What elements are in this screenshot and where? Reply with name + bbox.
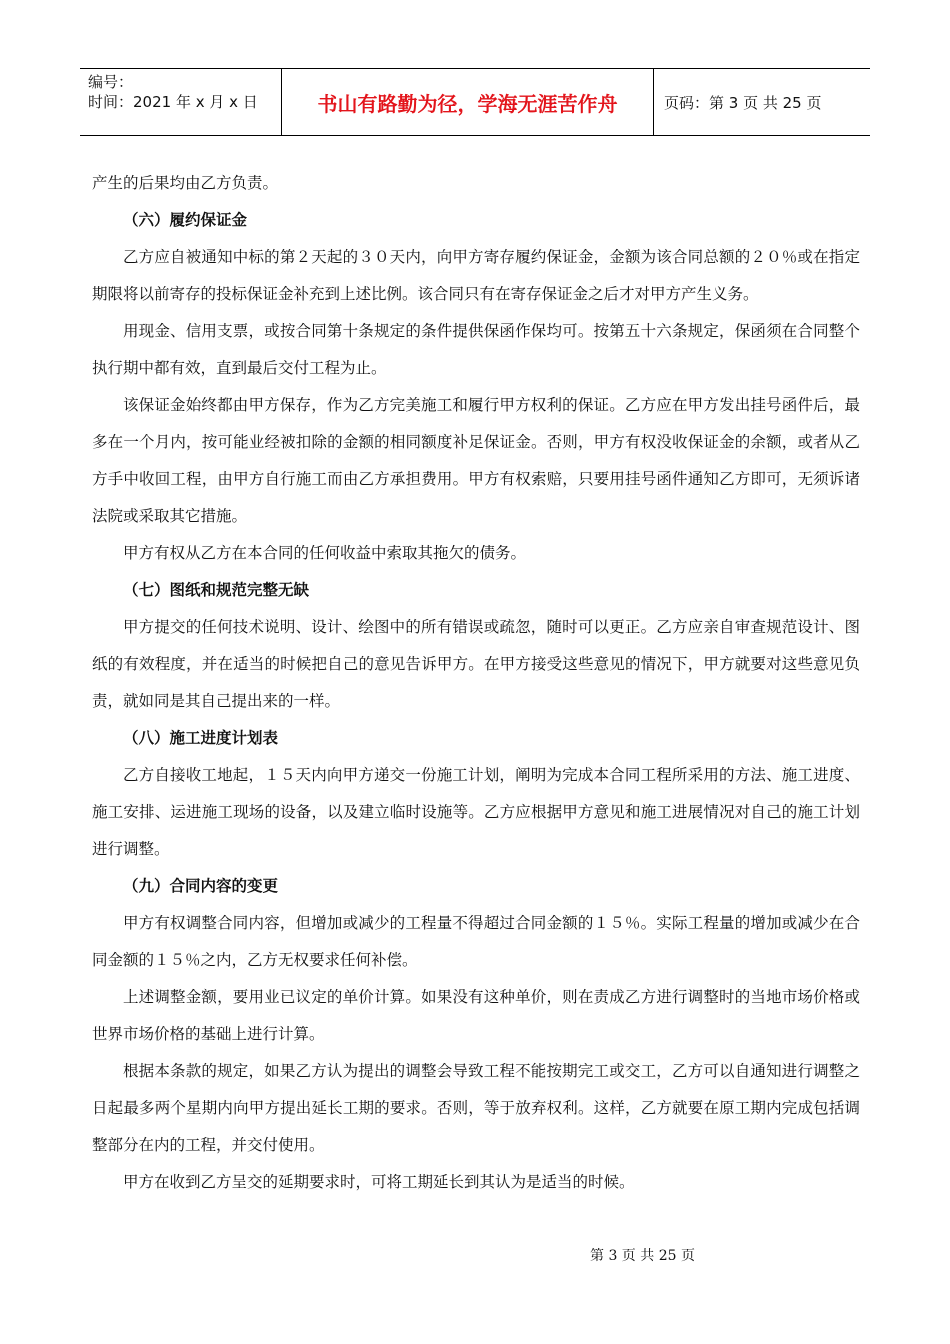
document-header — [80, 68, 870, 136]
paragraph: 甲方有权从乙方在本合同的任何收益中索取其拖欠的债务。 — [123, 544, 527, 562]
paragraph: 甲方提交的任何技术说明、设计、绘图中的所有错误或疏忽，随时可以更正。乙方应亲自审查规范设计、图纸的有效程度，并在适当的时候把自己的意见告诉甲方。在甲方接受这些意见的情况下，甲方就要对这些意见负责，就如同是其自己提出来的一样。 — [92, 618, 860, 710]
paragraph: 该保证金始终都由甲方保存，作为乙方完美施工和履行甲方权利的保证。乙方应在甲方发出挂号函件后，最多在一个月内，按可能业经被扣除的金额的相同额度补足保证金。否则，甲方有权没收保证金的余额，或者从乙方手中收回工程，由甲方自行施工而由乙方承担费用。甲方有权索赔，只要用挂号函件通知乙方即可，无须诉诸法院或采取其它措施。 — [92, 396, 860, 525]
paragraph: 根据本条款的规定，如果乙方认为提出的调整会导致工程不能按期完工或交工，乙方可以自通知进行调整之日起最多两个星期内向甲方提出延长工期的要求。否则，等于放弃权利。这样，乙方就要在原工期内完成包括调整部分在内的工程，并交付使用。 — [92, 1062, 860, 1154]
section-heading: （九）合同内容的变更 — [123, 877, 279, 895]
paragraph: 用现金、信用支票，或按合同第十条规定的条件提供保函作保均可。按第五十六条规定，保函须在合同整个执行期中都有效，直到最后交付工程为止。 — [92, 322, 860, 377]
footer-page-number: 第 3 页 共 25 页 — [590, 1248, 695, 1264]
document-body — [92, 165, 860, 1201]
paragraph: 上述调整金额，要用业已议定的单价计算。如果没有这种单价，则在责成乙方进行调整时的当地市场价格或世界市场价格的基础上进行计算。 — [92, 988, 860, 1043]
number-label: 编号： — [88, 73, 134, 91]
header-page-code: 页码：第 3 页 共 25 页 — [664, 93, 822, 112]
section-heading: （八）施工进度计划表 — [123, 729, 279, 747]
paragraph: 乙方应自被通知中标的第２天起的３０天内，向甲方寄存履约保证金，金额为该合同总额的２０％或在指定期限将以前寄存的投标保证金补充到上述比例。该合同只有在寄存保证金之后才对甲方产生义务。 — [92, 248, 860, 303]
paragraph: 甲方在收到乙方呈交的延期要求时，可将工期延长到其认为是适当的时候。 — [123, 1173, 635, 1191]
header-motto: 书山有路勤为径，学海无涯苦作舟 — [282, 69, 654, 135]
page-footer — [0, 1245, 950, 1265]
date-label: 时间：2021 年 x 月 x 日 — [88, 93, 258, 111]
header-meta — [80, 69, 282, 135]
paragraph: 产生的后果均由乙方负责。 — [92, 174, 279, 192]
paragraph: 乙方自接收工地起，１５天内向甲方递交一份施工计划，阐明为完成本合同工程所采用的方法、施工进度、施工安排、运进施工现场的设备，以及建立临时设施等。乙方应根据甲方意见和施工进展情况对自己的施工计划进行调整。 — [92, 766, 860, 858]
paragraph: 甲方有权调整合同内容，但增加或减少的工程量不得超过合同金额的１５％。实际工程量的增加或减少在合同金额的１５％之内，乙方无权要求任何补偿。 — [92, 914, 860, 969]
section-heading: （六）履约保证金 — [123, 211, 248, 229]
section-heading: （七）图纸和规范完整无缺 — [123, 581, 310, 599]
